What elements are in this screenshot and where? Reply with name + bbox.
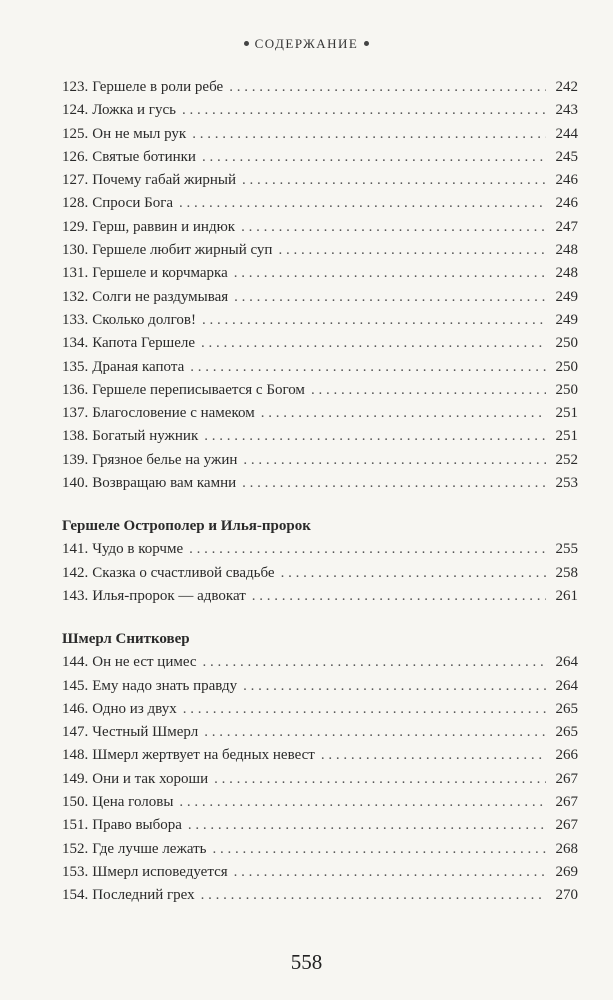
toc-entry[interactable] [62,192,578,215]
dot-leader [188,814,546,837]
entry-number: 128. [62,195,89,212]
entry-number: 147. [62,724,89,741]
entry-page: 248 [555,265,578,282]
dot-leader [311,379,546,402]
entry-page: 245 [555,148,578,165]
dot-leader [192,123,546,146]
entry-page: 246 [555,195,578,212]
entry-page: 265 [555,724,578,741]
entry-page: 261 [555,587,578,604]
entry-number: 132. [62,288,89,305]
dot-leader [241,216,546,239]
entry-title: Сказка о счастливой свадьбе [92,564,275,581]
entry-number: 141. [62,541,89,558]
dot-leader [179,791,546,814]
entry-title: Где лучше лежать [92,840,207,857]
toc-entry[interactable] [62,838,578,861]
entry-number: 140. [62,475,89,492]
dot-leader [278,239,546,262]
dot-leader [243,675,546,698]
entry-number: 126. [62,148,89,165]
entry-page: 269 [555,863,578,880]
entry-number: 124. [62,102,89,119]
entry-page: 264 [555,654,578,671]
dot-leader [202,146,546,169]
dot-leader [202,309,546,332]
entry-page: 253 [555,475,578,492]
entry-page: 244 [555,125,578,142]
entry-title: Шмерл исповедуется [92,863,228,880]
entry-page: 266 [555,747,578,764]
entry-page: 268 [555,840,578,857]
toc-entry[interactable] [62,379,578,402]
entry-title: Честный Шмерл [92,724,199,741]
section-heading: Гершеле Острополер и Илья-пророк [62,518,311,535]
entry-page: 252 [555,451,578,468]
dot-leader [179,192,546,215]
entry-number: 143. [62,587,89,604]
entry-number: 148. [62,747,89,764]
entry-number: 145. [62,677,89,694]
running-header [0,36,613,52]
entry-page: 258 [555,564,578,581]
toc-entry[interactable] [62,791,578,814]
entry-title: Благословение с намеком [92,405,255,422]
entry-title: Они и так хороши [92,770,209,787]
dot-leader [189,538,546,561]
entry-number: 149. [62,770,89,787]
entry-page: 242 [555,79,578,95]
toc-entry[interactable] [62,585,578,608]
entry-page: 270 [555,887,578,904]
toc-entry[interactable] [62,123,578,146]
dot-leader [203,651,546,674]
entry-title: Он не мыл рук [92,125,187,142]
entry-page: 264 [555,677,578,694]
entry-title: Герш, раввин и индюк [92,218,236,235]
entry-number: 133. [62,311,89,328]
dot-leader [281,562,546,585]
entry-title: Право выбора [92,817,182,834]
toc-entry[interactable] [62,76,578,99]
toc-entry[interactable] [62,538,578,561]
toc-entry[interactable] [62,216,578,239]
entry-title: Ему надо знать правду [92,677,238,694]
dot-leader [252,585,546,608]
entry-number: 146. [62,700,89,717]
entry-title: Сколько долгов! [92,311,196,328]
dot-leader [261,402,546,425]
toc-entry[interactable] [62,99,578,122]
entry-number: 127. [62,172,89,189]
entry-number: 138. [62,428,89,445]
entry-title: Гершеле любит жирный суп [92,242,273,259]
entry-title: Гершеле переписывается с Богом [92,381,305,398]
dot-leader [201,332,546,355]
entry-number: 154. [62,887,89,904]
toc-entry[interactable] [62,698,578,721]
entry-number: 123. [62,79,89,95]
entry-title: Капота Гершеле [92,335,196,352]
entry-title: Он не ест цимес [92,654,197,671]
dot-leader [183,698,546,721]
entry-page: 246 [555,172,578,189]
toc-entry[interactable] [62,239,578,262]
toc-entry[interactable] [62,562,578,585]
entry-title: Грязное белье на ужин [92,451,238,468]
entry-page: 251 [555,428,578,445]
toc-entry[interactable] [62,332,578,355]
toc-entry[interactable] [62,402,578,425]
toc-entry[interactable] [62,146,578,169]
dot-leader [321,744,546,767]
entry-number: 131. [62,265,89,282]
toc-entry[interactable] [62,675,578,698]
entry-number: 153. [62,863,89,880]
toc-entry[interactable] [62,169,578,192]
dot-leader [234,286,546,309]
entry-title: Почему габай жирный [92,172,237,189]
entry-number: 152. [62,840,89,857]
entry-title: Гершеле и корчмарка [92,265,228,282]
entry-number: 150. [62,794,89,811]
entry-title: Спроси Бога [92,195,174,212]
dot-leader [182,99,546,122]
dot-leader [234,262,546,285]
section-heading: Шмерл Снитковер [62,631,190,648]
entry-number: 144. [62,654,89,671]
entry-title: Возвращаю вам камни [92,475,237,492]
entry-title: Богатый нужник [92,428,199,445]
entry-number: 142. [62,564,89,581]
entry-page: 250 [555,335,578,352]
entry-number: 139. [62,451,89,468]
header-title: СОДЕРЖАНИЕ [254,36,359,51]
toc-entry[interactable] [62,651,578,674]
entry-page: 248 [555,242,578,259]
entry-page: 267 [555,794,578,811]
entry-title: Драная капота [92,358,185,375]
entry-number: 136. [62,381,89,398]
section-gap [62,495,578,515]
entry-page: 249 [555,311,578,328]
entry-title: Последний грех [92,887,195,904]
toc-entry[interactable] [62,309,578,332]
toc-entry[interactable] [62,472,578,495]
entry-number: 125. [62,125,89,142]
dot-leader [234,861,546,884]
toc-entry[interactable] [62,425,578,448]
bullet-right-icon [364,41,369,46]
entry-title: Святые ботинки [92,148,196,165]
entry-title: Чудо в корчме [92,541,184,558]
dot-leader [243,449,546,472]
toc-entry[interactable] [62,744,578,767]
dot-leader [204,721,546,744]
entry-number: 137. [62,405,89,422]
entry-page: 267 [555,817,578,834]
entry-page: 255 [555,541,578,558]
entry-title: Гершеле в роли ребе [92,79,224,95]
entry-number: 130. [62,242,89,259]
table-of-contents [62,76,578,908]
toc-entry[interactable] [62,286,578,309]
entry-page: 243 [555,102,578,119]
entry-title: Солги не раздумывая [92,288,229,305]
dot-leader [229,76,546,99]
dot-leader [214,768,546,791]
entry-number: 135. [62,358,89,375]
toc-entry[interactable] [62,356,578,379]
dot-leader [242,472,546,495]
entry-page: 250 [555,358,578,375]
entry-number: 151. [62,817,89,834]
entry-page: 249 [555,288,578,305]
toc-entry[interactable] [62,768,578,791]
page-number: 558 [290,950,323,974]
entry-title: Одно из двух [92,700,177,717]
toc-entry[interactable] [62,721,578,744]
section-gap [62,608,578,628]
entry-title: Илья-пророк — адвокат [92,587,246,604]
entry-title: Шмерл жертвует на бедных невест [92,747,315,764]
entry-page: 265 [555,700,578,717]
entry-number: 134. [62,335,89,352]
entry-page: 267 [555,770,578,787]
entry-page: 250 [555,381,578,398]
entry-page: 251 [555,405,578,422]
entry-number: 129. [62,218,89,235]
entry-page: 247 [555,218,578,235]
dot-leader [204,425,546,448]
toc-entry[interactable] [62,814,578,837]
toc-entry[interactable] [62,884,578,907]
toc-entry[interactable] [62,861,578,884]
dot-leader [190,356,546,379]
entry-title: Ложка и гусь [92,102,176,119]
dot-leader [213,838,547,861]
entry-title: Цена головы [92,794,174,811]
dot-leader [242,169,546,192]
bullet-left-icon [244,41,249,46]
toc-entry[interactable] [62,449,578,472]
toc-entry[interactable] [62,262,578,285]
dot-leader [201,884,546,907]
